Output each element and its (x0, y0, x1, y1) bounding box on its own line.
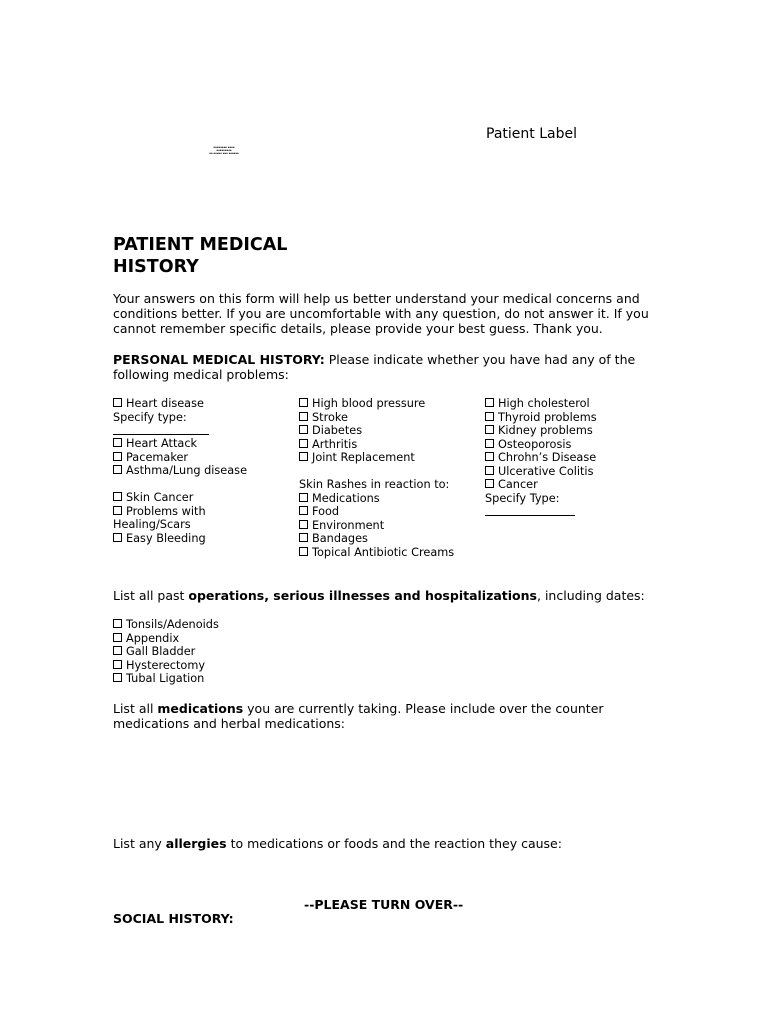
operations-list (113, 618, 219, 686)
condition-label: Pacemaker (126, 450, 189, 464)
patient-label-placeholder: Patient Label (486, 126, 577, 142)
turn-over-notice: --PLEASE TURN OVER-- (304, 897, 464, 912)
operation-label: Tubal Ligation (126, 672, 205, 685)
condition-label: Topical Antibiotic Creams (312, 545, 455, 559)
title-line-1: PATIENT MEDICAL (113, 235, 288, 255)
checkbox[interactable] (485, 452, 494, 461)
condition-item[interactable] (485, 478, 650, 492)
condition-item[interactable] (299, 397, 479, 411)
conditions-column-1 (113, 397, 288, 545)
checkbox[interactable] (113, 506, 122, 515)
intro-paragraph: Your answers on this form will help us better understand your medical concerns and conditions better. If you are uncomfortable with any question, do not answer it. If you cannot remember specific details, please provide your best guess. Thank you. (113, 291, 649, 336)
personal-history-heading: PERSONAL MEDICAL HISTORY: (113, 352, 325, 367)
checkbox[interactable] (299, 506, 308, 515)
condition-item[interactable] (299, 546, 479, 560)
checkbox[interactable] (299, 425, 308, 434)
checkbox[interactable] (299, 547, 308, 556)
allergies-bold: allergies (165, 836, 227, 851)
condition-item[interactable] (485, 438, 650, 452)
operations-heading (113, 588, 683, 603)
checkbox[interactable] (113, 660, 122, 669)
allergies-prefix: List any (113, 836, 166, 851)
condition-item[interactable] (485, 465, 650, 479)
medications-bold: medications (157, 701, 244, 716)
condition-label: High blood pressure (312, 397, 426, 410)
checkbox[interactable] (485, 398, 494, 407)
condition-label: Bandages (312, 532, 368, 545)
checkbox[interactable] (113, 673, 122, 682)
checkbox[interactable] (299, 398, 308, 407)
checkbox[interactable] (485, 425, 494, 434)
checkbox[interactable] (299, 412, 308, 421)
specify-type-field[interactable] (485, 505, 575, 516)
condition-label: Arthritis (312, 437, 358, 451)
condition-item[interactable] (299, 438, 479, 452)
operation-item[interactable] (113, 645, 219, 659)
condition-label: Medications (312, 491, 380, 505)
condition-item[interactable] (299, 451, 479, 465)
checkbox[interactable] (485, 412, 494, 421)
condition-label: Joint Replacement (312, 451, 415, 464)
operation-label: Gall Bladder (126, 645, 196, 658)
condition-label: Diabetes (312, 424, 363, 437)
condition-item[interactable] (113, 437, 288, 451)
checkbox[interactable] (113, 465, 122, 474)
operations-bold: operations, serious illnesses and hospitalizations (188, 588, 537, 603)
condition-label: Skin Cancer (126, 491, 194, 504)
condition-item[interactable] (485, 451, 650, 465)
condition-item[interactable] (485, 424, 650, 438)
condition-item[interactable] (113, 464, 288, 478)
skin-rashes-label: Skin Rashes in reaction to: (299, 478, 450, 491)
condition-label: Cancer (498, 478, 538, 491)
condition-label: Osteoporosis (498, 437, 572, 451)
checkbox[interactable] (299, 439, 308, 448)
personal-history-text: Please indicate whether you have had any of the following medical problems: (113, 352, 636, 382)
condition-label: Chrohn’s Disease (498, 451, 597, 464)
operation-item[interactable] (113, 618, 219, 632)
allergies-suffix: to medications or foods and the reaction they cause: (226, 836, 562, 851)
specify-type-label: Specify type: (113, 410, 187, 424)
condition-label: Stroke (312, 410, 348, 424)
operation-label: Appendix (126, 631, 180, 645)
condition-item[interactable] (113, 451, 288, 465)
condition-label-continued: Healing/Scars (113, 518, 191, 531)
conditions-column-3 (485, 397, 650, 518)
conditions-column-2 (299, 397, 479, 559)
condition-item[interactable] (113, 505, 288, 519)
condition-item[interactable] (299, 519, 479, 533)
stamp-graphic: ▪▪▪▪▪▪▪▪ ▪▪▪▪ ▪▪▪▪▪▪▪▪▪ ▪▪ ▪▪▪▪▪ ▪▪▪ ▪▪▪▪▪▪ (209, 146, 239, 155)
condition-label: Environment (312, 518, 385, 532)
checkbox[interactable] (299, 493, 308, 502)
condition-item[interactable] (485, 411, 650, 425)
operation-item[interactable] (113, 632, 219, 646)
condition-label: Easy Bleeding (126, 531, 206, 545)
condition-item[interactable] (299, 411, 479, 425)
checkbox[interactable] (113, 452, 122, 461)
specify-type-field[interactable] (113, 424, 209, 435)
operation-item[interactable] (113, 659, 219, 673)
condition-item[interactable] (113, 397, 288, 411)
checkbox[interactable] (299, 452, 308, 461)
operation-item[interactable] (113, 672, 219, 686)
condition-label: Heart Attack (126, 437, 198, 450)
condition-label: Heart disease (126, 397, 204, 410)
condition-label: Food (312, 505, 340, 518)
personal-history-intro (113, 352, 663, 382)
checkbox[interactable] (113, 398, 122, 407)
operation-label: Tonsils/Adenoids (126, 618, 219, 631)
condition-label: Kidney problems (498, 424, 593, 437)
checkbox[interactable] (113, 438, 122, 447)
condition-item[interactable] (113, 532, 288, 546)
checkbox[interactable] (299, 520, 308, 529)
social-history-heading: SOCIAL HISTORY: (113, 911, 234, 926)
checkbox[interactable] (113, 646, 122, 655)
checkbox[interactable] (485, 466, 494, 475)
condition-item[interactable] (299, 424, 479, 438)
condition-label: Problems with (126, 504, 206, 518)
condition-label: High cholesterol (498, 397, 590, 410)
checkbox[interactable] (299, 533, 308, 542)
condition-item[interactable] (485, 397, 650, 411)
checkbox[interactable] (485, 439, 494, 448)
page-title (113, 234, 287, 278)
operations-suffix: , including dates: (537, 588, 645, 603)
condition-item[interactable] (299, 492, 479, 506)
medications-heading (113, 701, 653, 731)
specify-type-label: Specify Type: (485, 491, 560, 505)
medications-suffix: you are currently taking. Please include over the counter medications and herbal medications: (113, 701, 604, 731)
condition-label: Ulcerative Colitis (498, 464, 594, 478)
condition-label: Thyroid problems (498, 410, 597, 424)
checkbox[interactable] (113, 633, 122, 642)
allergies-heading (113, 836, 653, 851)
checkbox[interactable] (113, 619, 122, 628)
title-line-2: HISTORY (113, 257, 199, 277)
checkbox[interactable] (485, 479, 494, 488)
checkbox[interactable] (113, 492, 122, 501)
condition-label: Asthma/Lung disease (126, 464, 248, 477)
medications-prefix: List all (113, 701, 158, 716)
checkbox[interactable] (113, 533, 122, 542)
condition-item[interactable] (113, 491, 288, 505)
condition-item[interactable] (299, 505, 479, 519)
condition-item[interactable] (299, 532, 479, 546)
operation-label: Hysterectomy (126, 658, 206, 672)
operations-prefix: List all past (113, 588, 189, 603)
